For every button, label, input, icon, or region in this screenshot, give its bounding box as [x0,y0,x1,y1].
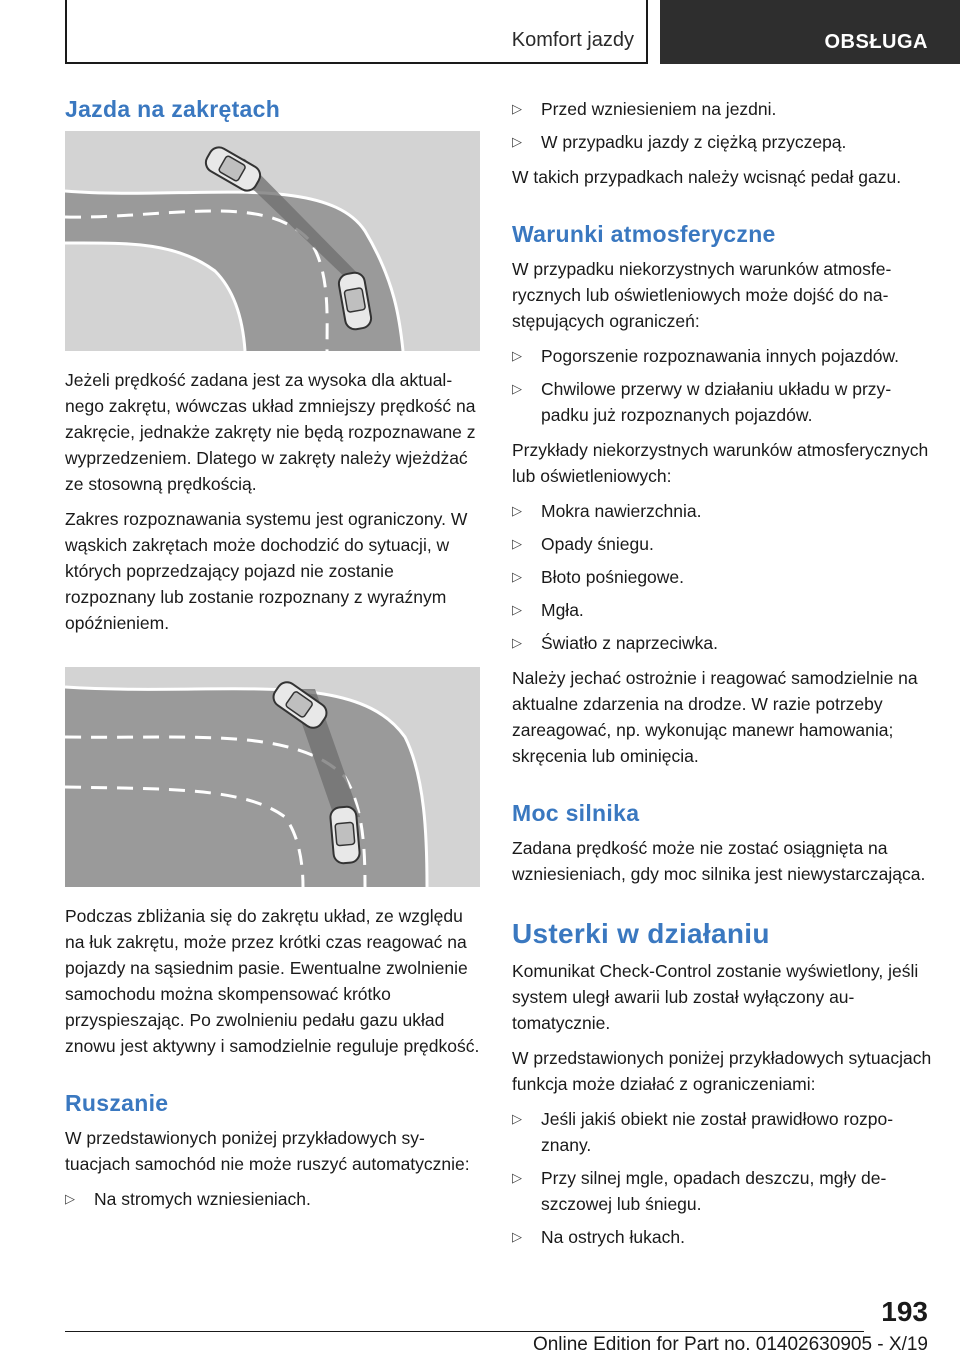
list-item: ▷ Na stromych wzniesieniach. [65,1186,480,1212]
paragraph: Zakres rozpoznawania systemu jest ograniczony. W wąskich zakrętach może dochodzić do sytuacji, w których poprzedzający pojazd nie zostanie rozpoznany lub zostanie rozpoznany z wyraźnym opóźnieniem. [65,509,468,633]
paragraph: Podczas zbliżania się do zakrętu układ, ze względu na łuk zakrętu, może przez krótki czas reagować na pojazdy na sąsiednim pasie. Ewentualne zwolnienie samochodu można skompensować krótko przyspieszając. Po zwolnieniu pedału gazu układ znowu jest aktywny i samodzielnie reguluje prędkość. [65,906,480,1056]
triangle-bullet-icon: ▷ [512,381,522,396]
bullet-list [512,96,932,155]
curve-illustration-2 [65,667,480,887]
right-column [512,96,932,1259]
heading-cornering: Jazda na zakrętach [65,96,281,122]
triangle-bullet-icon: ▷ [512,101,522,116]
triangle-bullet-icon: ▷ [512,134,522,149]
triangle-bullet-icon: ▷ [512,1111,522,1126]
header-section-box [65,0,648,64]
bullet-list [512,498,932,656]
left-column [65,96,480,1221]
triangle-bullet-icon: ▷ [512,348,522,363]
chapter-title: OBSŁUGA [824,31,928,53]
list-item: ▷ Mgła. [512,597,932,623]
triangle-bullet-icon: ▷ [512,602,522,617]
list-item: ▷ Mokra nawierzchnia. [512,498,932,524]
list-item: ▷ Przed wzniesieniem na jezdni. [512,96,932,122]
heading-weather: Warunki atmosferyczne [512,221,776,247]
triangle-bullet-icon: ▷ [65,1191,75,1206]
list-item: ▷ Chwilowe przerwy w działaniu układu w przypadku już rozpoznanych pojazdów. [512,376,932,428]
paragraph: W przypadku niekorzystnych warunków atmosferycznych lub oświetleniowych może dojść do następujących ograniczeń: [512,259,892,331]
list-item: ▷ Światło z naprzeciwka. [512,630,932,656]
page-number: 193 [881,1296,928,1327]
paragraph: W przedstawionych poniżej przykładowych sytuacjach samochód nie może ruszyć automatycznie: [65,1128,470,1174]
paragraph: Przykłady niekorzystnych warunków atmosferycznych lub oświetleniowych: [512,440,929,486]
footer-divider [65,1331,864,1332]
heading-engine-power: Moc silnika [512,800,640,826]
list-item: ▷ W przypadku jazdy z ciężką przyczepą. [512,129,932,155]
triangle-bullet-icon: ▷ [512,536,522,551]
triangle-bullet-icon: ▷ [512,1229,522,1244]
list-item: ▷ Jeśli jakiś obiekt nie został prawidłowo rozpoznany. [512,1106,932,1158]
list-item: ▷ Przy silnej mgle, opadach deszczu, mgły deszczowej lub śniegu. [512,1165,932,1217]
bullet-list [65,1186,480,1212]
road-curve-diagram-1 [65,131,480,351]
list-item: ▷ Opady śniegu. [512,531,932,557]
heading-malfunctions: Usterki w działaniu [512,918,770,949]
curve-illustration-1 [65,131,480,351]
paragraph: Jeżeli prędkość zadana jest za wysoka dla aktualnego zakrętu, wówczas układ zmniejszy prędkość na zakręcie, jednakże zakręty nie będą rozpoznawane z wyprzedzeniem. Dlatego w zakręty należy wjeżdżać ze stosowną prędkością. [65,370,476,494]
bullet-list [512,1106,932,1250]
paragraph: W przedstawionych poniżej przykładowych sytuacjach funkcja może działać z ograniczeniami: [512,1048,932,1094]
triangle-bullet-icon: ▷ [512,635,522,650]
section-title: Komfort jazdy [511,29,634,51]
triangle-bullet-icon: ▷ [512,1170,522,1185]
paragraph: Należy jechać ostrożnie i reagować samodzielnie na aktualne zdarzenia na drodze. W razie potrzeby zareagować, np. wykonując manewr hamowania; skręcenia lub ominięcia. [512,668,918,766]
list-item: ▷ Błoto pośniegowe. [512,564,932,590]
paragraph: W takich przypadkach należy wcisnąć pedał gazu. [512,167,902,187]
list-item: ▷ Pogorszenie rozpoznawania innych pojazdów. [512,343,932,369]
heading-starting: Ruszanie [65,1090,169,1116]
paragraph: Komunikat Check-Control zostanie wyświetlony, jeśli system uległ awarii lub został wyłączony automatycznie. [512,961,919,1033]
triangle-bullet-icon: ▷ [512,503,522,518]
list-item: ▷ Na ostrych łukach. [512,1224,932,1250]
road-curve-diagram-2 [65,667,480,887]
triangle-bullet-icon: ▷ [512,569,522,584]
bullet-list [512,343,932,428]
footer-edition: Online Edition for Part no. 01402630905 - X/19 [532,1334,928,1355]
header-chapter-box [660,0,960,64]
paragraph: Zadana prędkość może nie zostać osiągnięta na wzniesieniach, gdy moc silnika jest niewystarczająca. [512,838,926,884]
